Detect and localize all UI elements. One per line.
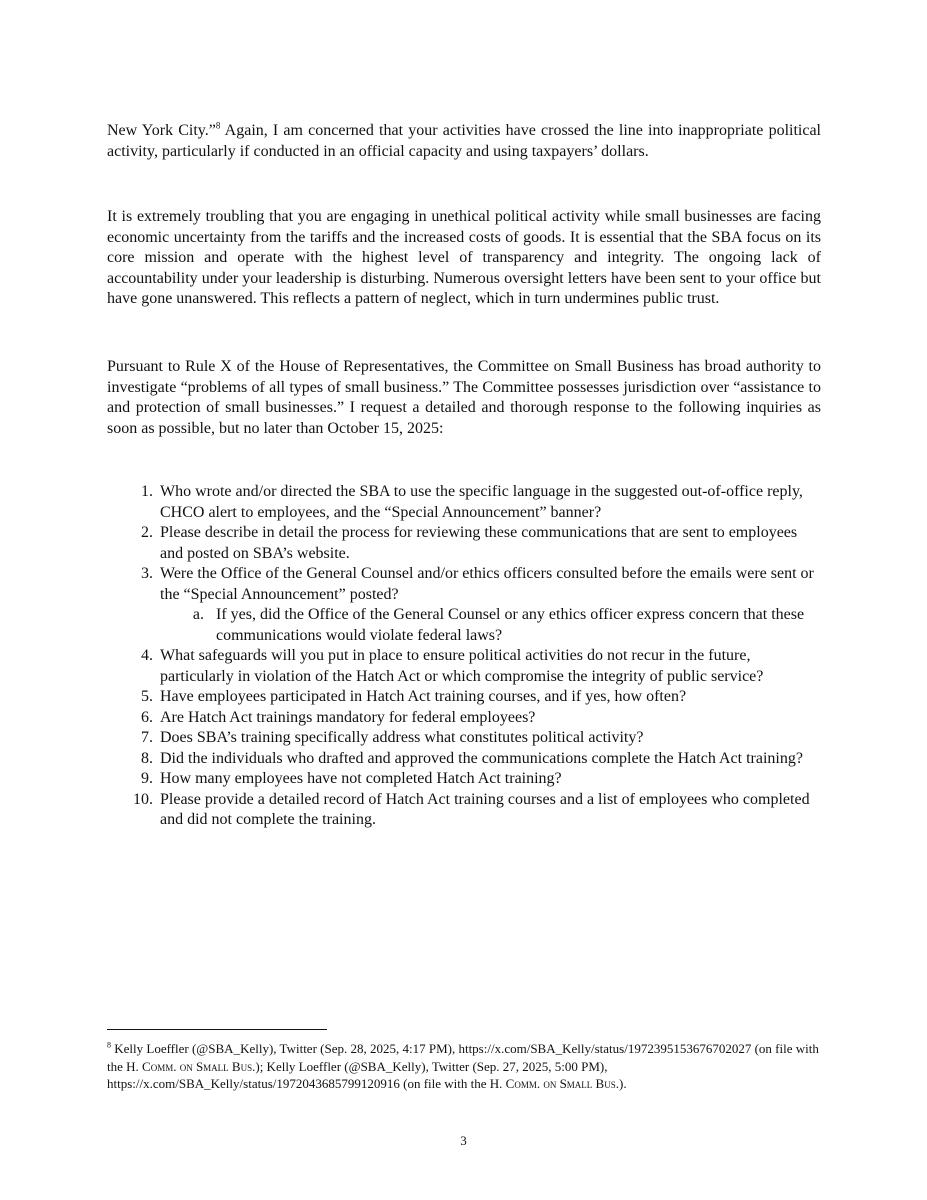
list-item-text: Please provide a detailed record of Hatch Act training courses and a list of employees who completed and did not complete the training. — [160, 790, 810, 828]
list-item-text: Does SBA’s training specifically address what constitutes political activity? — [160, 729, 644, 746]
sub-list-item-letter: a. — [192, 606, 204, 623]
sub-list — [160, 605, 823, 646]
footnote-text: ); Kelly Loeffler (@SBA_Kelly), Twitter (Sep. 27, 2025, 5:00 PM), https://x.com/SBA_Kelly/status/1972043685799120916 (on file with the — [107, 1058, 608, 1091]
list-item-number: 1. — [141, 483, 153, 500]
list-item — [107, 523, 823, 564]
list-item-number: 5. — [141, 688, 153, 705]
footnote-divider — [107, 1029, 327, 1030]
footnote-marker: 8 — [107, 1040, 111, 1050]
paragraph-concerns: It is extremely troubling that you are engaging in unethical political activity while small businesses are facing economic uncertainty from the tariffs and the increased costs of goods. It is essential that the SBA focus on its core mission and operate with the highest level of transparency and integrity. The ongoing lack of accountability under your leadership is disturbing. Numerous oversight letters have been sent to your office but have gone unanswered. This reflects a pattern of neglect, which in turn undermines public trust. — [107, 208, 821, 307]
footnote-committee-abbrev: H. Comm. on Small Bus. — [126, 1058, 256, 1074]
page-number: 3 — [460, 1133, 467, 1148]
footnote-text: ). — [618, 1076, 627, 1091]
list-item-text: Were the Office of the General Counsel and/or ethics officers consulted before the emails were sent or the “Special Announcement” posted? — [160, 565, 814, 603]
list-item — [107, 646, 823, 687]
list-item-number: 2. — [141, 524, 153, 541]
list-item-text: What safeguards will you put in place to ensure political activities do not recur in the future, particularly in violation of the Hatch Act or which compromise the integrity of public service? — [160, 647, 764, 685]
sub-list-item — [160, 605, 823, 646]
list-item-number: 10. — [133, 790, 153, 808]
paragraph-authority: Pursuant to Rule X of the House of Representatives, the Committee on Small Business has broad authority to investigate “problems of all types of small business.” The Committee possesses jurisdiction over “assistance to and protection of small businesses.” I request a detailed and thorough response to the following inquiries as soon as possible, but no later than October 15, 2025: — [107, 358, 821, 437]
list-item-text: Please describe in detail the process for reviewing these communications that are sent to employees and posted on SBA’s website. — [160, 524, 798, 562]
list-item-text: Have employees participated in Hatch Act training courses, and if yes, how often? — [160, 688, 687, 705]
list-item-number: 6. — [141, 708, 153, 726]
list-item-number: 8. — [141, 749, 153, 767]
list-item — [107, 749, 823, 770]
list-item — [107, 687, 823, 708]
list-item-text: Who wrote and/or directed the SBA to use the specific language in the suggested out-of-office reply, CHCO alert to employees, and the “Special Announcement” banner? — [160, 483, 803, 521]
list-item-text: How many employees have not completed Hatch Act training? — [160, 770, 562, 787]
paragraph-continuation — [107, 121, 821, 162]
footnote-text: Kelly Loeffler (@SBA_Kelly), Twitter (Sep. 28, 2025, 4:17 PM), https://x.com/SBA_Kelly/status/1972395153676702027 (on file with the — [107, 1041, 819, 1074]
list-item — [107, 708, 823, 729]
list-item — [107, 564, 823, 646]
list-item-number: 3. — [141, 565, 153, 582]
list-item — [107, 790, 823, 831]
footnote-committee-abbrev: H. Comm. on Small Bus. — [489, 1076, 619, 1091]
list-item-text: Did the individuals who drafted and approved the communications complete the Hatch Act training? — [160, 749, 803, 767]
footnote — [107, 1040, 823, 1093]
list-item — [107, 728, 823, 749]
list-item-text: Are Hatch Act trainings mandatory for federal employees? — [160, 708, 536, 726]
list-item-number: 7. — [141, 729, 153, 746]
footnote-reference: 8 — [215, 120, 221, 131]
list-item-number: 9. — [141, 770, 153, 787]
list-item — [107, 769, 823, 790]
list-item — [107, 482, 823, 523]
sub-list-item-text: If yes, did the Office of the General Counsel or any ethics officer express concern that these communications would violate federal laws? — [216, 606, 805, 644]
inquiry-list — [107, 482, 823, 831]
paragraph-rest-text: Again, I am concerned that your activities have crossed the line into inappropriate political activity, particularly if conducted in an official capacity and using taxpayers’ dollars. — [107, 122, 822, 160]
list-item-number: 4. — [141, 647, 153, 664]
paragraph-lead-text: New York City.” — [107, 122, 216, 139]
